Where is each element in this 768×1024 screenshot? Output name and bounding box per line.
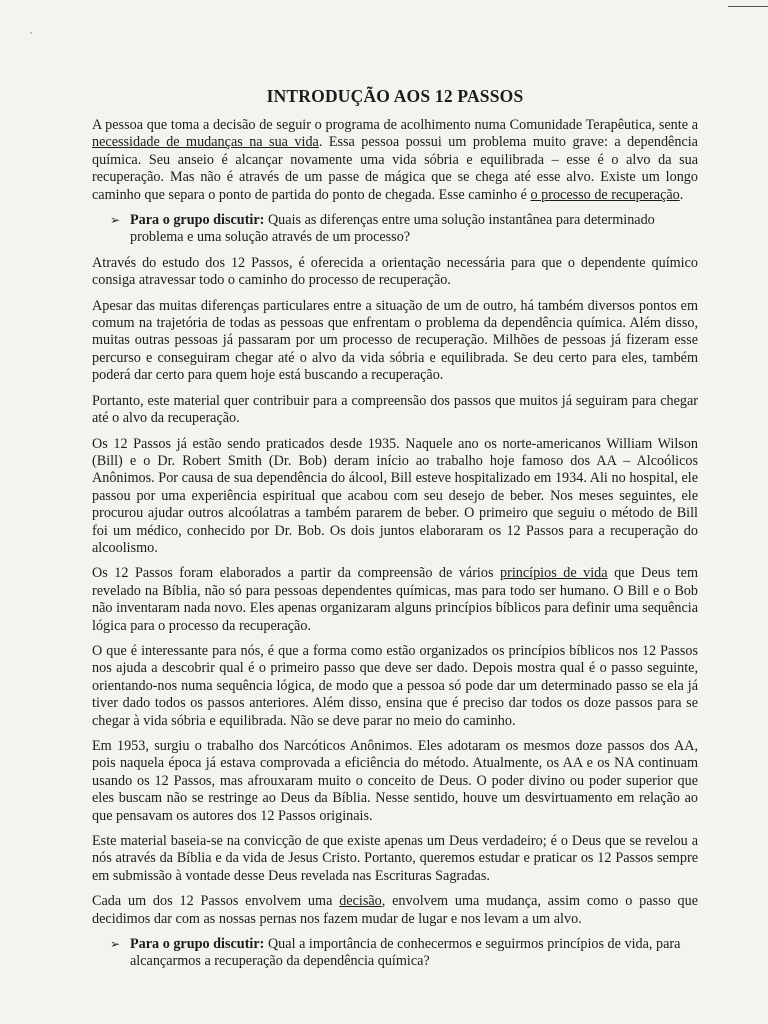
paragraph-10: Cada um dos 12 Passos envolvem uma decisão, envolvem uma mudança, assim como o passo que decidimos dar com as nossas pernas nos fazem mudar de lugar e nos levam a um alvo. <box>92 893 698 927</box>
paragraph-5: Os 12 Passos já estão sendo praticados desde 1935. Naquele ano os norte-americanos William Wilson (Bill) e o Dr. Robert Smith (Dr. Bob) deram início ao trabalho hoje famoso dos AA – Alcoólicos Anônimos. Por causa de sua dependência do álcool, Bill esteve hospitalizado em 1934. Ali no hospital, ele passou por uma experiência espiritual que acabou com seu desejo de beber. Nos meses seguintes, ele procurou ajudar outros alcoólatras a também pararem de beber. O primeiro que seguiu o método de Bill foi um médico, conhecido por Dr. Bob. Os dois juntos elaboraram os 12 Passos para a recuperação do alcoolismo. <box>92 435 698 556</box>
document-page <box>92 86 698 979</box>
arrow-bullet-icon: ➢ <box>110 213 121 228</box>
paragraph-6: Os 12 Passos foram elaborados a partir da compreensão de vários princípios de vida que Deus tem revelado na Bíblia, não só para pessoas dependentes químicas, mas para todo ser humano. O Bill e o Bob não inventaram nada novo. Eles apenas organizaram alguns princípios bíblicos para definir uma sequência lógica para o processo da recuperação. <box>92 565 699 634</box>
scan-edge-line <box>728 6 768 7</box>
underlined-phrase: necessidade de mudanças na sua vida <box>92 134 319 151</box>
discussion-callout-1 <box>110 212 698 247</box>
underlined-phrase: o processo de recuperação <box>530 186 680 203</box>
paragraph-3: Apesar das muitas diferenças particulares entre a situação de um de outro, há também diversos pontos em comum na trajetória de todas as pessoas que enfrentam o problema da dependência química. Além disso, muitas outras pessoas já passaram por um processo de recuperação. Milhões de pessoas já fizeram esse percurso e conseguiram chegar até o alvo da vida sóbria e equilibrada. Se deu certo para eles, também poderá dar certo para quem hoje está buscando a recuperação. <box>92 297 698 384</box>
callout-text: Quais as diferenças entre uma solução instantânea para determinado problema e uma solução através de um processo? <box>130 212 655 246</box>
underlined-phrase: princípios de vida <box>500 565 608 582</box>
callout-lead: Para o grupo discutir: <box>130 936 265 953</box>
page-title: INTRODUÇÃO AOS 12 PASSOS <box>266 86 524 106</box>
paragraph-8: Em 1953, surgiu o trabalho dos Narcóticos Anônimos. Eles adotaram os mesmos doze passos dos AA, pois naquela época já estava comprovada a eficiência do método. Atualmente, os AA e os NA continuam usando os 12 Passos, mas afrouxaram muito o conceito de Deus. O poder divino ou poder superior que eles buscam não se restringe ao Deus da Bíblia. Nesse sentido, houve um desvirtuamento em relação ao que pensavam os autores dos 12 Passos originais. <box>92 738 698 824</box>
paragraph-4: Portanto, este material quer contribuir para a compreensão dos passos que muitos já seguiram para chegar até o alvo da recuperação. <box>92 392 698 427</box>
scan-artifact: · <box>28 28 35 39</box>
callout-lead: Para o grupo discutir: <box>130 212 265 229</box>
discussion-callout-2 <box>110 936 698 971</box>
arrow-bullet-icon: ➢ <box>110 937 121 952</box>
paragraph-7: O que é interessante para nós, é que a forma como estão organizados os princípios bíblicos nos 12 Passos nos ajuda a descobrir qual é o primeiro passo que deve ser dado. Depois mostra qual é o passo seguinte, orientando-nos numa sequência lógica, de modo que a pessoa só pode dar um determinado passo se ela já tiver dado todos os passos anteriores. Além disso, ensina que é preciso dar todos os doze passos para se chegar à vida sóbria e equilibrada. Não se deve parar no meio do caminho. <box>92 642 698 729</box>
underlined-phrase: decisão <box>339 893 382 910</box>
paragraph-9: Este material baseia-se na convicção de que existe apenas um Deus verdadeiro; é o Deus que se revelou a nós através da Bíblia e da vida de Jesus Cristo. Portanto, queremos estudar e praticar os 12 Passos sempre em submissão à vontade desse Deus revelada nas Escrituras Sagradas. <box>92 833 698 884</box>
callout-text: Qual a importância de conhecermos e seguirmos princípios de vida, para alcançarmos a recuperação da dependência química? <box>130 936 681 970</box>
paragraph-1: A pessoa que toma a decisão de seguir o programa de acolhimento numa Comunidade Terapêutica, sente a necessidade de mudanças na sua vida. Essa pessoa possui um problema muito grave: a dependência química. Seu anseio é alcançar novamente uma vida sóbria e equilibrada – esse é o alvo da sua recuperação. Mas não é através de um passe de mágica que se chega até esse alvo. Existe um longo caminho que separa o ponto de partida do ponto de chegada. Esse caminho é o processo de recuperação. <box>92 117 698 203</box>
paragraph-2: Através do estudo dos 12 Passos, é oferecida a orientação necessária para que o dependente químico consiga atravessar todo o caminho do processo de recuperação. <box>92 254 698 289</box>
